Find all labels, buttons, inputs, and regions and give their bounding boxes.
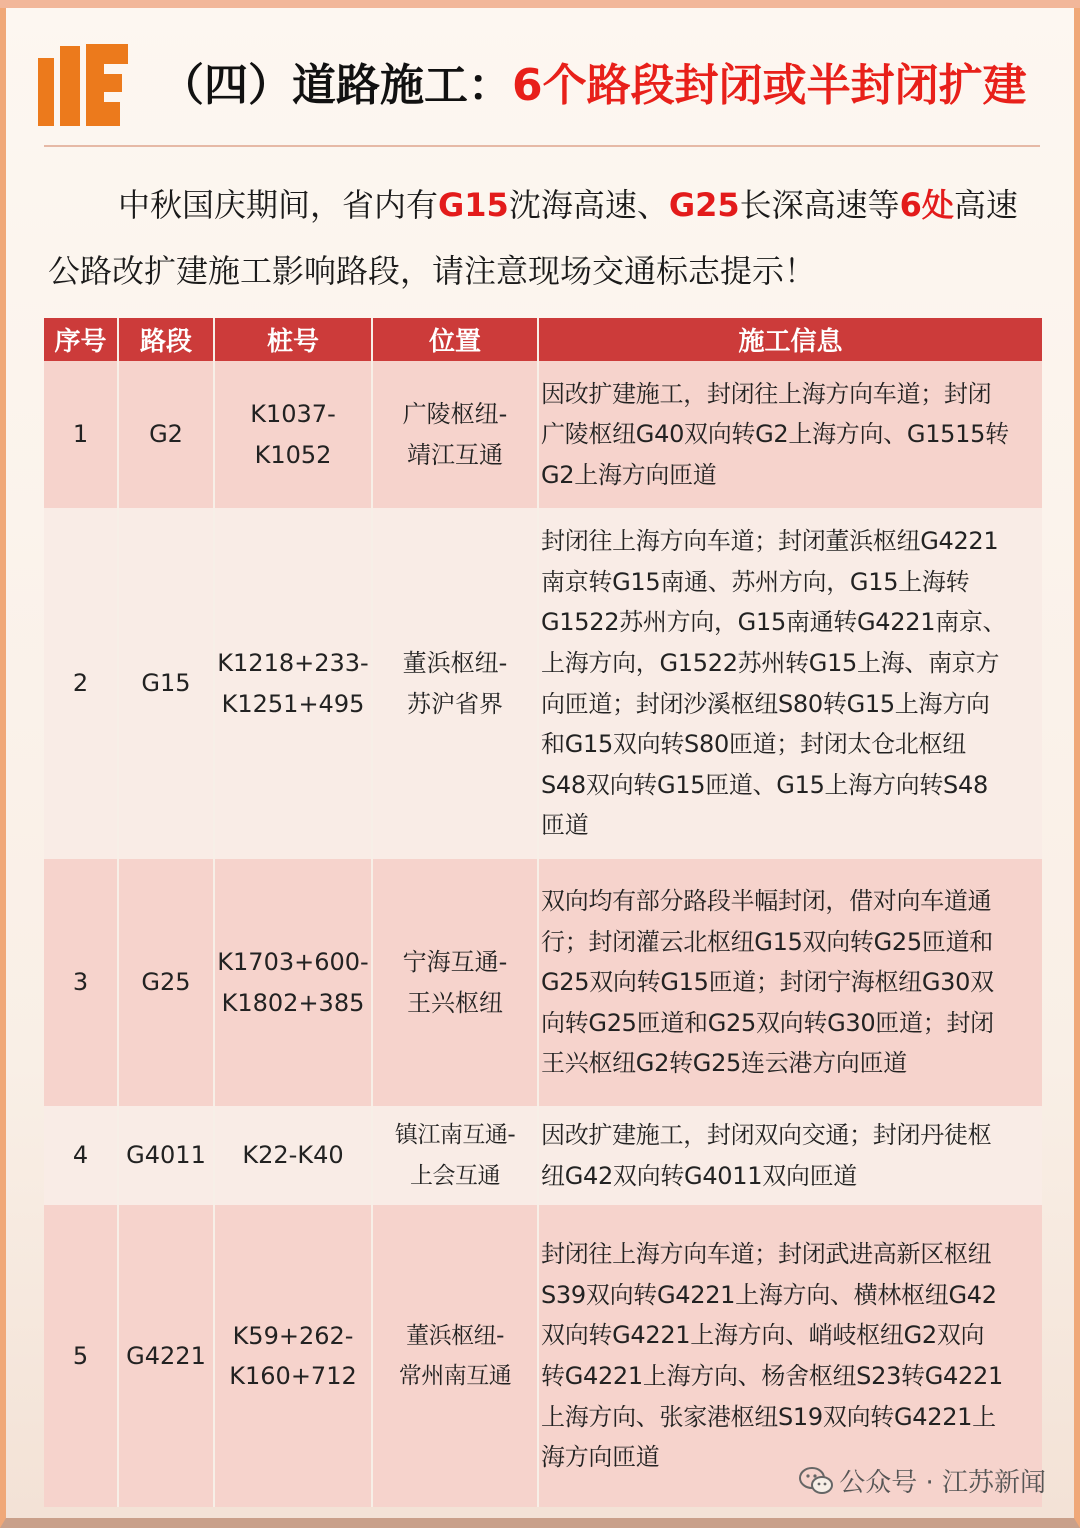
cell-location-line: 广陵枢纽- <box>402 400 508 428</box>
cell-info-line: 海方向匝道 <box>541 1443 660 1472</box>
cell-road: G25 <box>118 859 214 1106</box>
cell-stake-line: K1218+233- <box>217 649 369 677</box>
cell-no: 4 <box>44 1106 118 1205</box>
table-header-row <box>44 318 1042 361</box>
intro-highlight-g15: G15 <box>438 186 509 224</box>
cell-info <box>538 508 1042 859</box>
section-title-prefix: （四）道路施工： <box>160 60 512 111</box>
cell-stake-line: K160+712 <box>229 1362 357 1390</box>
col-header-road: 路段 <box>118 318 214 361</box>
cell-info-line: 王兴枢纽G2转G25连云港方向匝道 <box>541 1049 907 1078</box>
col-header-no: 序号 <box>44 318 118 361</box>
cell-location-line: 董浜枢纽- <box>406 1322 504 1349</box>
cell-stake <box>214 1205 372 1507</box>
construction-table <box>44 318 1042 1507</box>
cell-no: 2 <box>44 508 118 859</box>
cell-info-line: G25双向转G15匝道；封闭宁海枢纽G30双 <box>541 968 994 997</box>
cell-location-line: 董浜枢纽- <box>402 649 508 677</box>
section-logo-icon <box>38 44 134 126</box>
col-header-info: 施工信息 <box>538 318 1042 361</box>
cell-stake-line: K1802+385 <box>221 988 365 1017</box>
cell-info-line: 因改扩建施工，封闭往上海方向车道；封闭 <box>541 379 992 408</box>
cell-info-line: 广陵枢纽G40双向转G2上海方向、G1515转 <box>541 420 1009 449</box>
col-header-location: 位置 <box>372 318 538 361</box>
cell-info-line: G2上海方向匝道 <box>541 460 717 489</box>
cell-info-line: G1522苏州方向，G15南通转G4221南京、 <box>541 608 1007 637</box>
intro-paragraph <box>48 172 1044 304</box>
wechat-icon <box>799 1466 833 1496</box>
top-stripe <box>0 0 1080 8</box>
cell-info-line: S39双向转G4221上海方向、横林枢纽G42 <box>541 1280 997 1309</box>
intro-text-3: 长深高速等 <box>739 186 900 224</box>
table-row <box>44 859 1042 1106</box>
wechat-watermark <box>799 1462 1046 1499</box>
col-header-stake: 桩号 <box>214 318 372 361</box>
cell-stake-line: K1052 <box>254 440 332 469</box>
cell-stake-line: K1037- <box>250 400 336 428</box>
cell-road: G4221 <box>118 1205 214 1507</box>
cell-stake <box>214 508 372 859</box>
cell-location-line: 常州南互通 <box>398 1363 512 1389</box>
cell-stake-line: K1703+600- <box>217 948 369 976</box>
cell-info-line: 向匝道；封闭沙溪枢纽S80转G15上海方向 <box>541 689 990 718</box>
cell-info-line: 上海方向、张家港枢纽S19双向转G4221上 <box>541 1402 996 1431</box>
cell-stake-line: K22-K40 <box>242 1141 344 1170</box>
cell-location <box>372 1205 538 1507</box>
cell-location <box>372 859 538 1106</box>
cell-stake-line: K59+262- <box>232 1321 354 1350</box>
cell-location-line: 王兴枢纽 <box>407 988 503 1017</box>
intro-text-4: 高速公路改扩建施工影响路段，请注意现场交通标志提示！ <box>48 186 1018 290</box>
cell-info-line: 行；封闭灌云北枢纽G15双向转G25匝道和 <box>541 927 993 956</box>
cell-stake <box>214 859 372 1106</box>
cell-info-line: 封闭往上海方向车道；封闭董浜枢纽G4221 <box>541 527 999 556</box>
cell-info <box>538 1106 1042 1205</box>
cell-no: 5 <box>44 1205 118 1507</box>
cell-location-line: 靖江互通 <box>407 440 503 469</box>
cell-stake <box>214 1106 372 1205</box>
section-title-highlight: 6个路段封闭或半封闭扩建 <box>512 60 1027 111</box>
cell-info-line: 转G4221上海方向、杨舍枢纽S23转G4221 <box>541 1362 1003 1390</box>
cell-info-line: 和G15双向转S80匝道；封闭太仓北枢纽 <box>541 730 966 759</box>
section-title <box>160 58 1027 114</box>
cell-no: 1 <box>44 361 118 508</box>
cell-location <box>372 508 538 859</box>
intro-text-1: 中秋国庆期间，省内有 <box>118 186 439 224</box>
cell-location-line: 镇江南互通- <box>394 1122 516 1148</box>
cell-info-line: 匝道 <box>541 811 589 840</box>
cell-info-line: 封闭往上海方向车道；封闭武进高新区枢纽 <box>541 1240 992 1269</box>
table-row <box>44 508 1042 859</box>
cell-road: G15 <box>118 508 214 859</box>
cell-location-line: 宁海互通- <box>402 948 508 976</box>
cell-no: 3 <box>44 859 118 1106</box>
cell-location <box>372 1106 538 1205</box>
intro-highlight-count: 6处 <box>899 186 954 224</box>
watermark-text: 公众号 · 江苏新闻 <box>839 1468 1046 1498</box>
cell-stake-line: K1251+495 <box>221 689 365 718</box>
cell-info-line: 双向转G4221上海方向、峭岐枢纽G2双向 <box>541 1321 985 1350</box>
cell-location-line: 上会互通 <box>410 1162 500 1189</box>
cell-info <box>538 859 1042 1106</box>
intro-highlight-g25: G25 <box>668 186 740 224</box>
cell-location-line: 苏沪省界 <box>407 689 503 718</box>
cell-road: G2 <box>118 361 214 508</box>
cell-info-line: S48双向转G15匝道、G15上海方向转S48 <box>541 770 988 799</box>
cell-info-line: 向转G25匝道和G25双向转G30匝道；封闭 <box>541 1008 994 1037</box>
cell-road: G4011 <box>118 1106 214 1205</box>
table-row <box>44 1106 1042 1205</box>
cell-info-line: 纽G42双向转G4011双向匝道 <box>541 1161 858 1190</box>
cell-info-line: 因改扩建施工，封闭双向交通；封闭丹徒枢 <box>541 1120 992 1149</box>
table-row <box>44 361 1042 508</box>
cell-stake <box>214 361 372 508</box>
intro-text-2: 沈海高速、 <box>508 186 669 224</box>
header-divider <box>44 145 1040 147</box>
cell-info-line: 南京转G15南通、苏州方向，G15上海转 <box>541 567 970 596</box>
cell-info <box>538 361 1042 508</box>
cell-location <box>372 361 538 508</box>
cell-info-line: 双向均有部分路段半幅封闭，借对向车道通 <box>541 887 992 916</box>
section-header <box>38 40 1048 130</box>
cell-info-line: 上海方向，G1522苏州转G15上海、南京方 <box>541 648 1000 677</box>
